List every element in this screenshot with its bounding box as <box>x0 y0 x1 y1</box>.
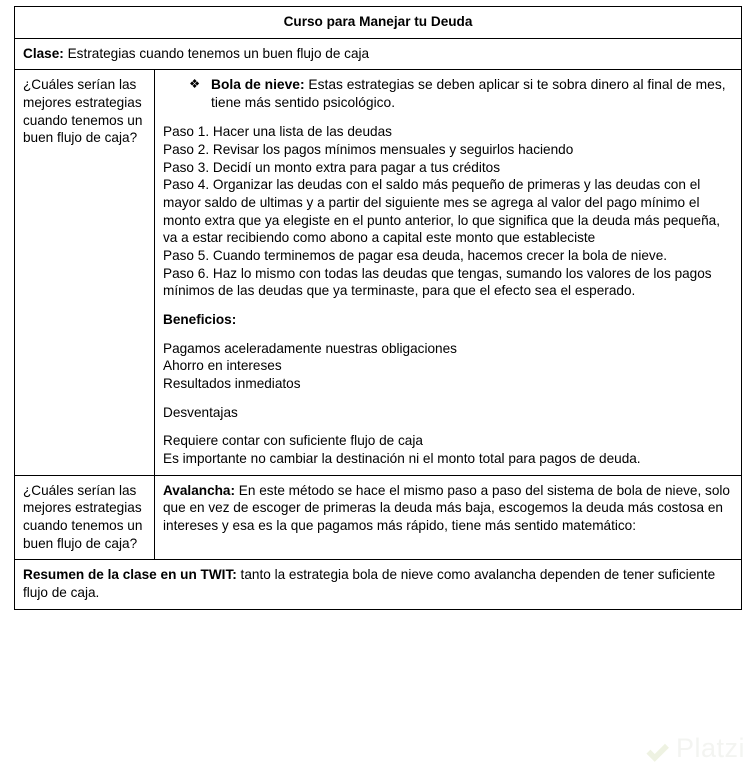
step-item: Paso 5. Cuando terminemos de pagar esa deuda, hacemos crecer la bola de nieve. <box>163 247 668 263</box>
question-snowball: ¿Cuáles serían las mejores estrategias cuando tenemos un buen flujo de caja? <box>15 70 155 475</box>
step-item: Paso 1. Hacer una lista de las deudas <box>163 124 392 140</box>
avalanche-content-cell <box>155 475 742 560</box>
drawback-item: Es importante no cambiar la destinación ni el monto total para pagos de deuda. <box>163 450 641 466</box>
table-row-summary <box>15 560 742 609</box>
step-item: Paso 4. Organizar las deudas con el saldo más pequeño de primeras y las deudas con el mayor saldo de ultimas y a partir del siguiente mes se agrega al valor del pago mínimo el monto extra que ya elegiste en el punto anterior, lo que significa que la deuda más pequeña, va a estar recibiendo como abono a capital este monto que estableciste <box>163 177 720 246</box>
clase-value: Estrategias cuando tenemos un buen flujo de caja <box>63 45 370 61</box>
lesson-table <box>14 6 742 610</box>
beneficios-heading: Beneficios: <box>163 311 237 327</box>
clase-cell <box>15 38 742 70</box>
benefit-item: Ahorro en intereses <box>163 358 282 374</box>
desventajas-heading: Desventajas <box>163 404 238 420</box>
diamond-bullet-icon: ❖ <box>189 77 201 92</box>
summary-label: Resumen de la clase en un TWIT: <box>23 567 237 583</box>
step-item: Paso 6. Haz lo mismo con todas las deudas que tengas, sumando los valores de los pagos mínimos de las deudas que ya terminaste, para que el efecto sea el esperado. <box>163 265 712 299</box>
drawback-item: Requiere contar con suficiente flujo de caja <box>163 433 423 449</box>
avalanche-term: Avalancha: <box>163 482 236 498</box>
beneficios-list <box>163 340 733 393</box>
list-item <box>189 76 733 112</box>
summary-cell <box>15 560 742 609</box>
table-row-avalanche <box>15 475 742 560</box>
step-item: Paso 3. Decidí un monto extra para pagar a tus créditos <box>163 159 501 175</box>
brand-watermark <box>644 733 745 764</box>
table-row-clase <box>15 38 742 70</box>
watermark-label: Platzi <box>675 733 745 763</box>
summary-text: tanto la estrategia bola de nieve como avalancha dependen de tener suficiente flujo de caja. <box>23 567 716 600</box>
snowball-definition: Estas estrategias se deben aplicar si te sobra dinero al final de mes, tiene más sentido psicológico. <box>211 77 726 111</box>
question-avalanche: ¿Cuáles serían las mejores estrategias cuando tenemos un buen flujo de caja? <box>15 475 155 560</box>
snowball-highlight-list <box>163 76 733 112</box>
table-row-snowball <box>15 70 742 475</box>
benefit-item: Pagamos aceleradamente nuestras obligaciones <box>163 340 457 356</box>
step-item: Paso 2. Revisar los pagos mínimos mensuales y seguirlos haciendo <box>163 141 574 157</box>
page-title: Curso para Manejar tu Deuda <box>15 7 742 39</box>
snowball-content-cell <box>155 70 742 475</box>
snowball-steps <box>163 123 733 300</box>
benefit-item: Resultados inmediatos <box>163 375 301 391</box>
avalanche-definition: En este método se hace el mismo paso a paso del sistema de bola de nieve, solo que en vez de escoger de primeras la deuda más baja, escogemos la deuda más costosa en intereses y esa es la que pagamos más rápido, tiene más sentido matemático: <box>163 482 730 533</box>
platzi-logo-icon <box>644 736 670 762</box>
table-row-title <box>15 7 742 39</box>
snowball-term: Bola de nieve: <box>211 77 305 93</box>
desventajas-list <box>163 432 733 467</box>
clase-label: Clase: <box>23 45 64 61</box>
